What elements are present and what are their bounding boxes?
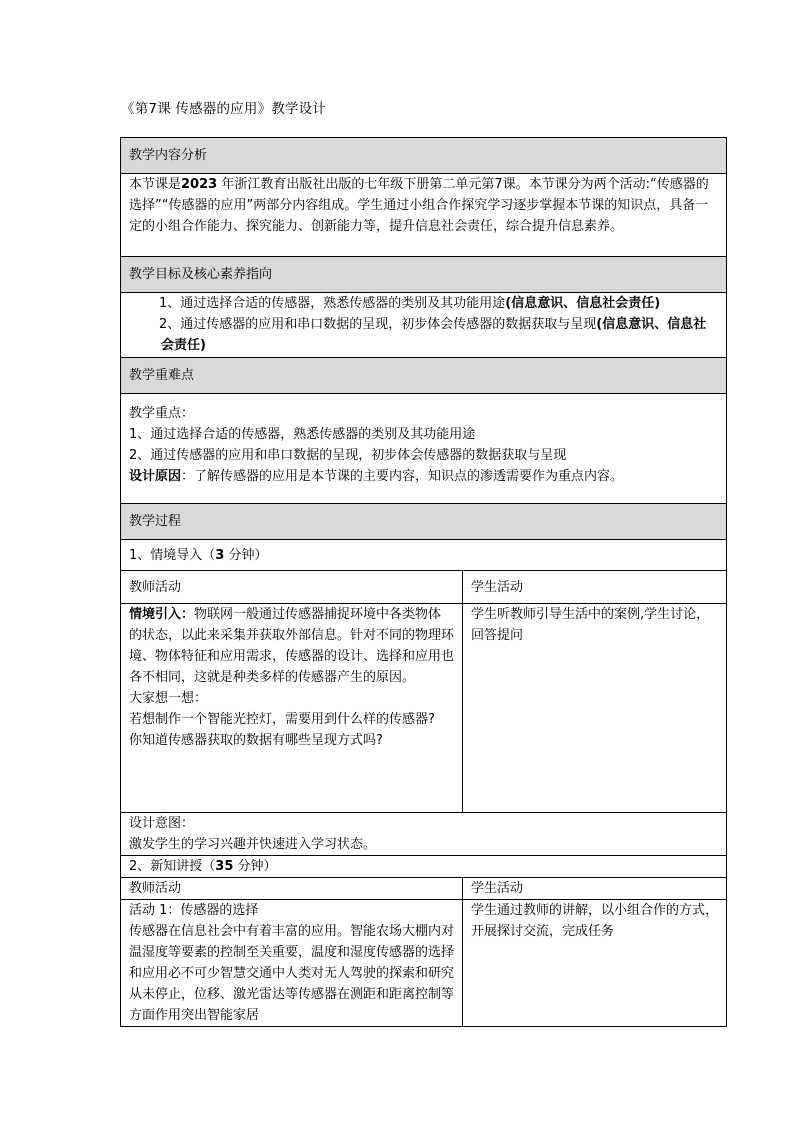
step1-columns-header bbox=[121, 571, 727, 604]
design-reason: 设计原因：了解传感器的应用是本节课的主要内容，知识点的渗透需要作为重点内容。 bbox=[129, 469, 624, 484]
step1-design-row bbox=[121, 813, 727, 856]
teacher-activity-cell bbox=[121, 604, 463, 813]
student-activity-cell: 学生通过教师的讲解，以小组合作的方式，开展探讨交流，完成任务 bbox=[463, 900, 727, 1027]
key-point-item: 2、通过传感器的应用和串口数据的呈现，初步体会传感器的数据获取与呈现 bbox=[129, 448, 567, 463]
objective-item: 1、通过选择合适的传感器，熟悉传感器的类别及其功能用途(信息意识、信息社会责任) bbox=[159, 296, 661, 311]
key-points-label: 教学重点： bbox=[129, 406, 195, 421]
section-key-points-body bbox=[121, 394, 727, 504]
teacher-activity-cell bbox=[121, 900, 463, 1027]
step2-columns-header bbox=[121, 878, 727, 900]
design-intent-text: 激发学生的学习兴趣并快速进入学习状态。 bbox=[129, 837, 377, 852]
section-process-header bbox=[121, 504, 727, 540]
section-content-analysis-body bbox=[121, 174, 727, 257]
section-content-analysis-header bbox=[121, 138, 727, 174]
key-point-item: 1、通过选择合适的传感器，熟悉传感器的类别及其功能用途 bbox=[129, 427, 476, 442]
question-item: 若想制作一个智能光控灯，需要用到什么样的传感器? bbox=[129, 712, 435, 727]
step2-activity-row bbox=[121, 900, 727, 1027]
step1-activity-row bbox=[121, 604, 727, 813]
step2-title-row bbox=[121, 856, 727, 878]
analysis-year: 2023 bbox=[181, 177, 218, 192]
step-title: 1、情境导入（3 分钟） bbox=[121, 540, 727, 571]
section-key-points-header bbox=[121, 358, 727, 394]
teacher-activity-header: 教师活动 bbox=[121, 878, 463, 900]
section-heading: 教学内容分析 bbox=[121, 138, 727, 174]
lesson-plan-table bbox=[120, 137, 727, 1027]
activity-title: 活动 1：传感器的选择 bbox=[129, 903, 259, 918]
section-objectives-header bbox=[121, 257, 727, 293]
scenario-text: 物联网一般通过传感器捕捉环境中各类物体的状态，以此来采集并获取外部信息。针对不同的物理环境、物体特征和应用需求，传感器的设计、选择和应用也各不相同，这就是种类多样的传感器产生的原因。 bbox=[129, 607, 455, 685]
student-activity-header: 学生活动 bbox=[463, 878, 727, 900]
analysis-prefix: 本节课是 bbox=[129, 177, 182, 192]
question-item: 你知道传感器获取的数据有哪些呈现方式吗? bbox=[129, 733, 383, 748]
document-title: 《第7课 传感器的应用》教学设计 bbox=[121, 101, 327, 117]
section-heading: 教学重难点 bbox=[121, 358, 727, 394]
section-heading: 教学目标及核心素养指向 bbox=[121, 257, 727, 293]
teacher-activity-header: 教师活动 bbox=[121, 571, 463, 604]
think-prompt: 大家想一想： bbox=[129, 691, 208, 706]
section-objectives-body bbox=[121, 293, 727, 358]
activity-text: 传感器在信息社会中有着丰富的应用。智能农场大棚内对温湿度等要素的控制至关重要，温度和湿度传感器的选择和应用必不可少智慧交通中人类对无人驾驶的探索和研究从未停止，位移、激光雷达等传感器在测距和距离控制等方面作用突出智能家居 bbox=[129, 924, 455, 1023]
step-title: 2、新知讲授（35 分钟） bbox=[121, 856, 727, 878]
student-activity-cell: 学生听教师引导生活中的案例,学生讨论，回答提问 bbox=[463, 604, 727, 813]
objective-item: 2、通过传感器的应用和串口数据的呈现，初步体会传感器的数据获取与呈现(信息意识、信息社会责任) bbox=[159, 317, 707, 353]
design-intent-label: 设计意图： bbox=[129, 816, 195, 831]
analysis-text: 年浙江教育出版社出版的七年级下册第二单元第7课。本节课分为两个活动:“传感器的选择”“传感器的应用”两部分内容组成。学生通过小组合作探究学习逐步掌握本节课的知识点，具备一定的小组合作能力、探究能力、创新能力等，提升信息社会责任，综合提升信息素养。 bbox=[129, 177, 709, 234]
student-activity-header: 学生活动 bbox=[463, 571, 727, 604]
scenario-label: 情境引入： bbox=[129, 607, 195, 622]
section-heading: 教学过程 bbox=[121, 504, 727, 540]
step1-title-row bbox=[121, 540, 727, 571]
